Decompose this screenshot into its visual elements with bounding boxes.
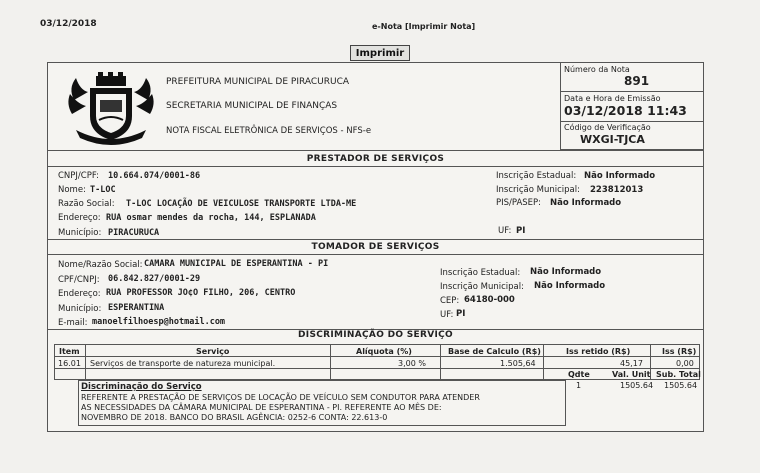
prestador-cnpj-value: 10.664.074/0001-86	[108, 171, 201, 181]
unit-value: 1505.64	[620, 381, 654, 390]
col-item: Item	[59, 347, 80, 356]
tomador-ie-label: Inscrição Estadual:	[440, 268, 521, 278]
tomador-endereco-label: Endereço:	[58, 289, 101, 299]
qty-header-unit: Val. Unit	[612, 370, 651, 379]
tomador-cnpj-value: 06.842.827/0001-29	[108, 274, 201, 284]
row-aliquota: 3,00 %	[398, 359, 426, 368]
issuer-line-1: PREFEITURA MUNICIPAL DE PIRACURUCA	[166, 77, 350, 87]
header-date: 03/12/2018	[40, 19, 97, 29]
header-title: e-Nota [Imprimir Nota]	[372, 22, 476, 31]
col-base: Base de Calculo (R$)	[448, 347, 541, 356]
prestador-pis-value: Não Informado	[550, 198, 622, 208]
desc-line-1: REFERENTE A PRESTAÇÃO DE SERVIÇOS DE LOCAÇÃO DE VEÍCULO SEM CONDUTOR PARA ATENDER	[81, 393, 480, 402]
codigo-label: Código de Verificação	[564, 123, 651, 132]
col-servico: Serviço	[196, 347, 230, 356]
prestador-cnpj-label: CNPJ/CPF:	[58, 171, 99, 181]
col-iss: Iss (R$)	[662, 347, 697, 356]
subtotal-value: 1505.64	[664, 381, 698, 390]
qty-header-subtotal: Sub. Total	[656, 370, 701, 379]
prestador-im-value: 223812013	[590, 185, 644, 195]
row-iss: 0,00	[676, 359, 694, 368]
codigo-value: WXGI-TJCA	[580, 133, 645, 146]
coat-of-arms-icon	[66, 70, 156, 148]
qty-value: 1	[576, 381, 582, 390]
numero-label: Número da Nota	[564, 65, 630, 74]
tomador-email-label: E-mail:	[58, 318, 88, 328]
prestador-uf-value: PI	[516, 226, 526, 236]
desc-label: Discriminação do Serviço	[81, 382, 202, 392]
tomador-municipio-value: ESPERANTINA	[108, 303, 165, 313]
tomador-uf-label: UF:	[440, 310, 454, 320]
prestador-razao-label: Razão Social:	[58, 199, 115, 209]
prestador-razao-value: T-LOC LOCAÇÃO DE VEICULOSE TRANSPORTE LTDA-ME	[126, 199, 357, 209]
prestador-nome-value: T-LOC	[90, 185, 116, 195]
qty-header-qdte: Qdte	[568, 370, 590, 379]
prestador-pis-label: PIS/PASEP:	[496, 198, 542, 208]
col-iss-retido: Iss retido (R$)	[566, 347, 631, 356]
row-base: 1.505,64	[500, 359, 536, 368]
prestador-municipio-label: Município:	[58, 228, 102, 238]
tomador-email-value: manoelfilhoesp@hotmail.com	[92, 317, 226, 327]
tomador-cep-label: CEP:	[440, 296, 460, 306]
tomador-title: TOMADOR DE SERVIÇOS	[311, 242, 440, 252]
desc-line-3: NOVEMBRO DE 2018. BANCO DO BRASIL AGÊNCIA: 0252-6 CONTA: 22.613-0	[81, 413, 388, 422]
prestador-ie-label: Inscrição Estadual:	[496, 171, 577, 181]
print-button[interactable]: Imprimir	[350, 45, 410, 61]
tomador-municipio-label: Município:	[58, 304, 102, 314]
issuer-line-2: SECRETARIA MUNICIPAL DE FINANÇAS	[166, 101, 338, 111]
tomador-im-value: Não Informado	[534, 281, 606, 291]
tomador-endereco-value: RUA PROFESSOR JO¢O FILHO, 206, CENTRO	[106, 288, 296, 298]
tomador-ie-value: Não Informado	[530, 267, 602, 277]
prestador-endereco-label: Endereço:	[58, 213, 101, 223]
issuer-line-3: NOTA FISCAL ELETRÔNICA DE SERVIÇOS - NFS-e	[166, 126, 372, 136]
discriminacao-title: DISCRIMINAÇÃO DO SERVIÇO	[298, 330, 453, 340]
row-servico: Serviços de transporte de natureza municipal.	[90, 359, 276, 368]
col-aliquota: Alíquota (%)	[356, 347, 412, 356]
tomador-uf-value: PI	[456, 309, 466, 319]
prestador-im-label: Inscrição Municipal:	[496, 185, 580, 195]
row-item: 16.01	[58, 359, 81, 368]
prestador-ie-value: Não Informado	[584, 171, 656, 181]
data-value: 03/12/2018 11:43	[564, 103, 687, 118]
desc-line-2: AS NECESSIDADES DA CÂMARA MUNICIPAL DE ESPERANTINA - PI. REFERENTE AO MÊS DE:	[81, 403, 442, 412]
tomador-im-label: Inscrição Municipal:	[440, 282, 524, 292]
prestador-uf-label: UF:	[498, 226, 512, 236]
tomador-nome-label: Nome/Razão Social:	[58, 260, 143, 270]
data-label: Data e Hora de Emissão	[564, 94, 661, 103]
prestador-title: PRESTADOR DE SERVIÇOS	[306, 154, 445, 164]
prestador-municipio-value: PIRACURUCA	[108, 228, 160, 238]
tomador-cep-value: 64180-000	[464, 295, 515, 305]
numero-value: 891	[624, 74, 650, 88]
tomador-cnpj-label: CPF/CNPJ:	[58, 275, 100, 285]
tomador-nome-value: CAMARA MUNICIPAL DE ESPERANTINA - PI	[144, 259, 329, 269]
row-iss-retido: 45,17	[620, 359, 643, 368]
prestador-nome-label: Nome:	[58, 185, 86, 195]
prestador-endereco-value: RUA osmar mendes da rocha, 144, ESPLANADA	[106, 213, 316, 223]
